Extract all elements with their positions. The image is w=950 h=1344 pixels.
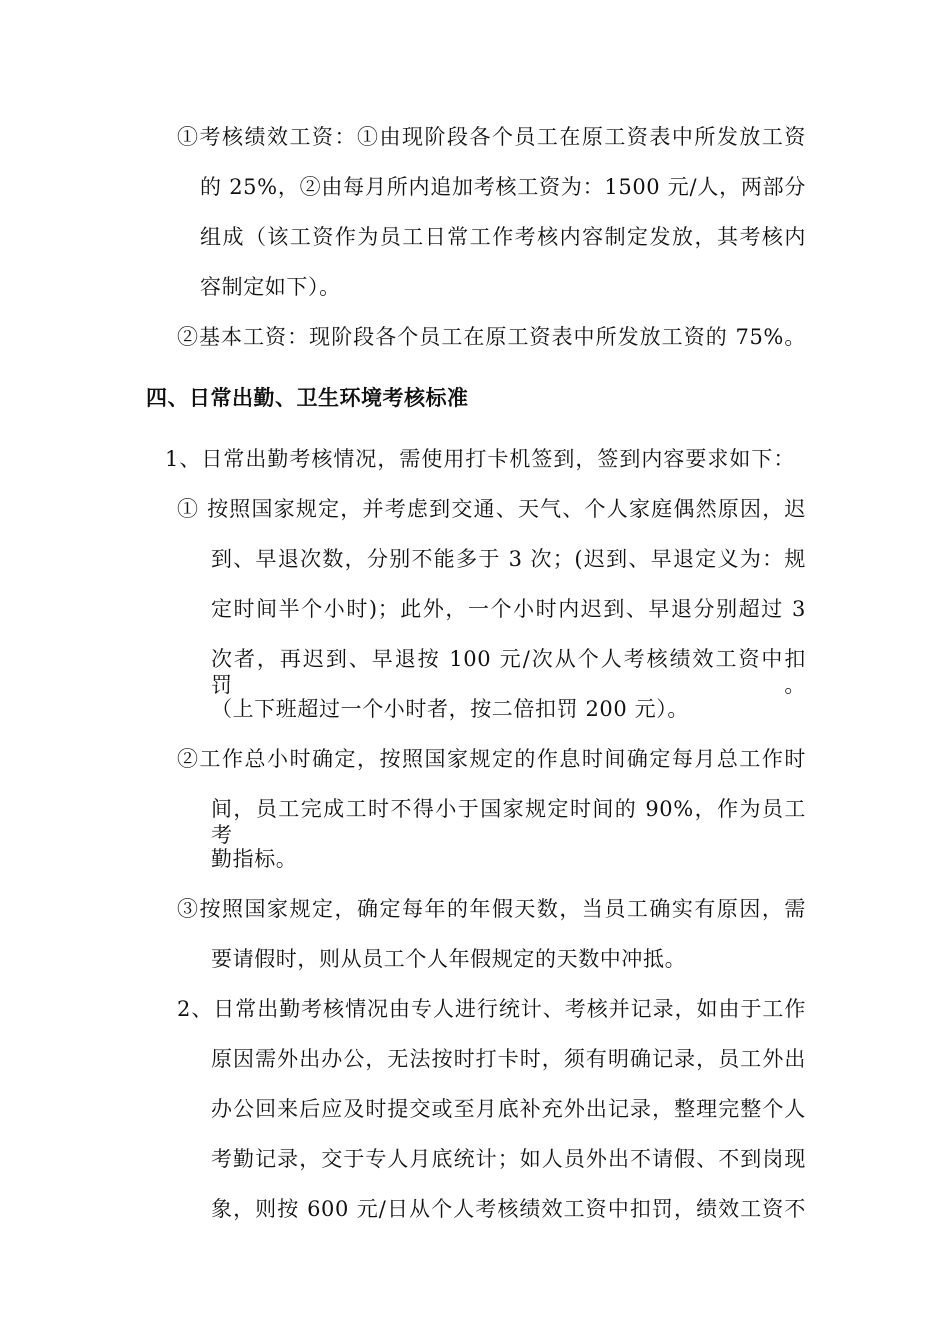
item1-sub3-line-2: 要请假时，则从员工个人年假规定的天数中冲抵。 [211,947,687,971]
item1-sub1-line-2: 到、早退次数，分别不能多于 3 次；(迟到、早退定义为：规 [211,547,806,571]
perf-pay-line-3: 组成（该工资作为员工日常工作考核内容制定发放，其考核内 [200,225,806,249]
item1-intro: 1、日常出勤考核情况，需使用打卡机签到，签到内容要求如下： [165,447,795,471]
perf-pay-line-2: 的 25%，②由每月所内追加考核工资为：1500 元/人，两部分 [200,175,806,199]
item1-sub2-line-2: 间，员工完成工时不得小于国家规定时间的 90%，作为员工考 [211,797,806,847]
item2-line-4: 考勤记录，交于专人月底统计；如人员外出不请假、不到岗现 [211,1147,806,1171]
perf-pay-line-4: 容制定如下）。 [200,275,341,299]
item1-sub1-line-5: （上下班超过一个小时者，按二倍扣罚 200 元）。 [211,697,689,721]
item2-line-2: 原因需外出办公，无法按时打卡时，须有明确记录，员工外出 [211,1047,806,1071]
item2-line-3: 办公回来后应及时提交或至月底补充外出记录，整理完整个人 [211,1097,806,1121]
item1-sub1-line-3: 定时间半个小时)；此外，一个小时内迟到、早退分别超过 3 [211,597,806,621]
item1-sub3-line-1: ③按照国家规定，确定每年的年假天数，当员工确实有原因，需 [177,897,806,921]
section-heading: 四、日常出勤、卫生环境考核标准 [146,386,469,410]
item1-sub2-line-3: 勤指标。 [211,847,298,871]
perf-pay-line-1: ①考核绩效工资：①由现阶段各个员工在原工资表中所发放工资 [177,125,806,149]
base-pay-line-1: ②基本工资：现阶段各个员工在原工资表中所发放工资的 75%。 [177,325,806,349]
item1-sub1-line-1: ① 按照国家规定，并考虑到交通、天气、个人家庭偶然原因，迟 [177,497,806,521]
item1-sub2-line-1: ②工作总小时确定，按照国家规定的作息时间确定每月总工作时 [177,747,806,771]
item1-sub1-line-4: 次者，再迟到、早退按 100 元/次从个人考核绩效工资中扣罚。 [211,647,806,697]
item2-line-1: 2、日常出勤考核情况由专人进行统计、考核并记录，如由于工作 [177,997,806,1021]
item2-line-5: 象，则按 600 元/日从个人考核绩效工资中扣罚，绩效工资不 [211,1197,806,1221]
